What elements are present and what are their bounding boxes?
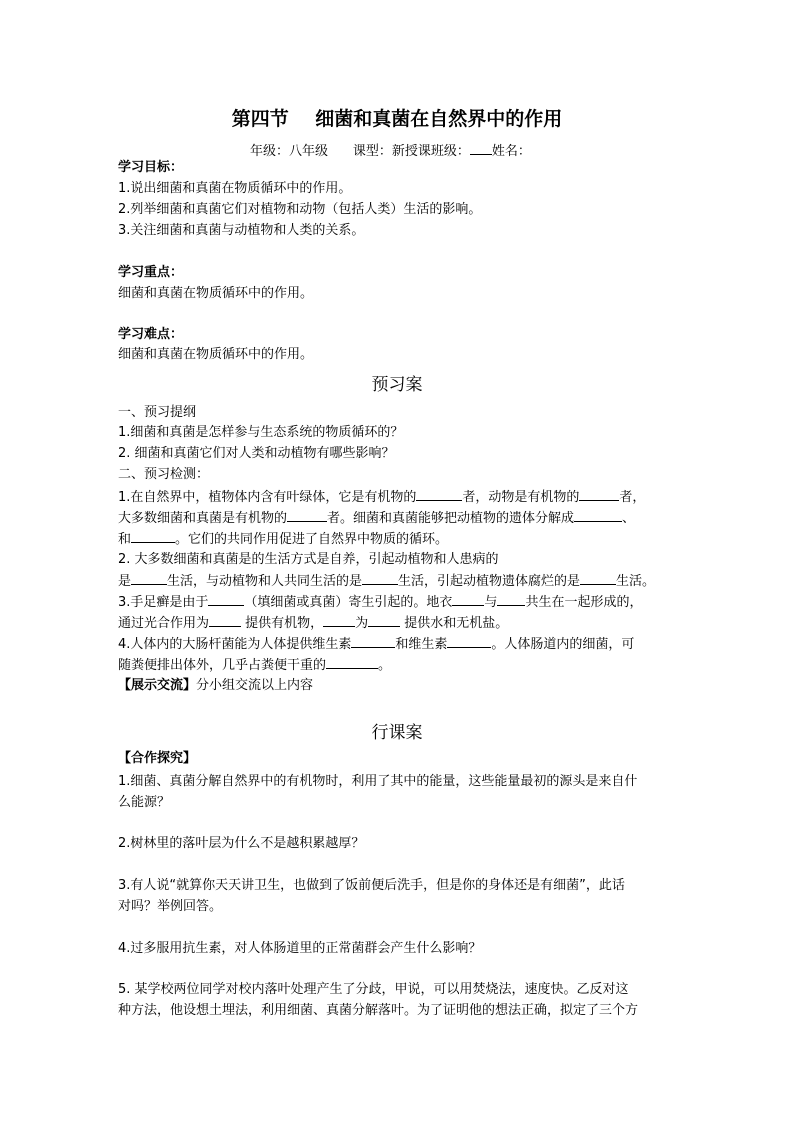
coop-q5-line2: 种方法，他设想土埋法，利用细菌、真菌分解落叶。为了证明他的想法正确，拟定了三个方	[118, 1003, 639, 1018]
answer-blank[interactable]	[580, 571, 616, 585]
check-q4-line2: 随粪便排出体外，几乎占粪便干重的 。	[118, 655, 391, 676]
answer-blank[interactable]	[351, 634, 395, 648]
answer-blank[interactable]	[362, 571, 398, 585]
check-q3-line1: 3.手足癣是由于 （填细菌或真菌）寄生引起的。地衣 与 共生在一起形成的，	[118, 592, 642, 613]
coop-q4: 4.过多服用抗生素，对人体肠道里的正常菌群会产生什么影响？	[118, 941, 482, 956]
answer-blank[interactable]	[209, 613, 241, 627]
check-q2-line2: 是 生活，与动植物和人共同生活的是 生活，引起动植物遗体腐烂的是 生活。	[118, 571, 655, 592]
preview-section-title: 预习案	[371, 375, 423, 395]
objective-item: 1.说出细菌和真菌在物质循环中的作用。	[118, 181, 352, 196]
name-label: 姓名：	[491, 144, 531, 159]
coop-label: 【合作探究】	[118, 751, 197, 766]
coop-q2: 2.树林里的落叶层为什么不是越积累越厚？	[118, 836, 365, 851]
check-heading: 二、预习检测：	[118, 467, 210, 482]
check-q2-line1: 2. 大多数细菌和真菌是的生活方式是自养，引起动植物和人患病的	[118, 552, 499, 567]
answer-blank[interactable]	[416, 487, 462, 501]
exchange-label: 【展示交流】	[118, 678, 197, 693]
outline-item: 2. 细菌和真菌它们对人类和动植物有哪些影响？	[118, 446, 395, 461]
coop-q3-line1: 3.有人说“就算你天天讲卫生，也做到了饭前便后洗手，但是你的身体还是有细菌”，此话	[118, 878, 625, 893]
answer-blank[interactable]	[131, 571, 167, 585]
check-q1-line3: 和 。它们的共同作用促进了自然界中物质的循环。	[118, 529, 448, 550]
answer-blank[interactable]	[208, 592, 244, 606]
answer-blank[interactable]	[131, 529, 175, 543]
coop-q3-line2: 对吗？举例回答。	[118, 899, 223, 914]
difficulties-text: 细菌和真菌在物质循环中的作用。	[118, 347, 314, 362]
coop-q1-line2: 么能源？	[118, 795, 171, 810]
answer-blank[interactable]	[452, 592, 484, 606]
course-label: 课型：新授课班级：	[352, 144, 470, 159]
outline-heading: 一、预习提纲	[118, 405, 197, 420]
objective-item: 2.列举细菌和真菌它们对植物和动物（包括人类）生活的影响。	[118, 202, 482, 217]
check-q1-line1: 1.在自然界中，植物体内含有叶绿体，它是有机物的 者，动物是有机物的 者，	[118, 487, 645, 508]
answer-blank[interactable]	[497, 592, 525, 606]
answer-blank[interactable]	[326, 655, 378, 669]
coop-q1-line1: 1.细菌、真菌分解自然界中的有机物时，利用了其中的能量，这些能量最初的源头是来自什	[118, 774, 638, 789]
check-q3-line2: 通过光合作用为 提供有机物， 为 提供水和无机盐。	[118, 613, 508, 634]
key-points-heading: 学习重点：	[118, 265, 184, 280]
answer-blank[interactable]	[447, 634, 491, 648]
exchange-line	[118, 676, 313, 696]
key-points-text: 细菌和真菌在物质循环中的作用。	[118, 286, 314, 301]
check-q1-line2: 大多数细菌和真菌是有机物的 者。细菌和真菌能够把动植物的遗体分解成 、	[118, 508, 635, 529]
coop-q5-line1: 5. 某学校两位同学对校内落叶处理产生了分歧，甲说，可以用焚烧法，速度快。乙反对这	[118, 982, 629, 997]
answer-blank[interactable]	[579, 487, 619, 501]
grade-label: 年级：八年级	[250, 144, 329, 159]
answer-blank[interactable]	[368, 613, 400, 627]
outline-item: 1.细菌和真菌是怎样参与生态系统的物质循环的？	[118, 425, 404, 440]
answer-blank[interactable]	[574, 508, 622, 522]
header-meta	[250, 140, 531, 159]
answer-blank[interactable]	[323, 613, 355, 627]
exchange-text: 分小组交流以上内容	[196, 678, 314, 693]
class-blank[interactable]	[470, 141, 492, 155]
objective-item: 3.关注细菌和真菌与动植物和人类的关系。	[118, 223, 365, 238]
difficulties-heading: 学习难点：	[118, 327, 184, 342]
lesson-section-title: 行课案	[371, 723, 423, 743]
objectives-heading: 学习目标：	[118, 160, 184, 175]
page-title: 第四节 细菌和真菌在自然界中的作用	[231, 108, 563, 130]
answer-blank[interactable]	[287, 508, 327, 522]
check-q4-line1: 4.人体内的大肠杆菌能为人体提供维生素 和维生素 。人体肠道内的细菌，可	[118, 634, 634, 655]
